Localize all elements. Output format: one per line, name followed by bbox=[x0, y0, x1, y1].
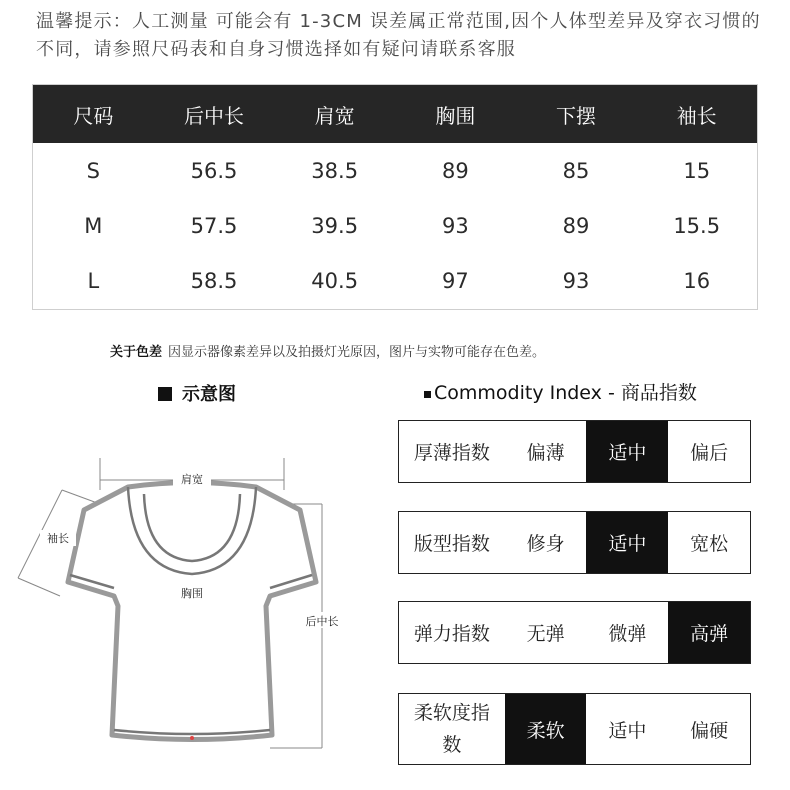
header-cell: 袖长 bbox=[676, 103, 717, 128]
index-label: 版型指数 bbox=[413, 533, 490, 555]
table-row bbox=[33, 253, 757, 308]
table-cell: 16 bbox=[683, 268, 711, 293]
table-cell: 38.5 bbox=[311, 158, 359, 183]
size-notice: 温馨提示：人工测量 可能会有 1-3CM 误差属正常范围,因个人体型差异及穿衣习惯的不同，请参照尺码表和自身习惯选择如有疑问请联系客服 bbox=[36, 11, 761, 60]
index-title-text: Commodity Index - 商品指数 bbox=[434, 382, 697, 404]
index-label: 厚薄指数 bbox=[413, 442, 490, 464]
table-row bbox=[33, 198, 757, 253]
index-row-elasticity bbox=[398, 601, 751, 664]
table-cell: 39.5 bbox=[311, 213, 359, 238]
index-label: 柔软度指数 bbox=[413, 702, 490, 756]
index-option-selected: 柔软 bbox=[505, 694, 587, 764]
header-cell: 后中长 bbox=[184, 103, 244, 128]
header-cell: 肩宽 bbox=[314, 103, 355, 128]
index-option: 偏后 bbox=[690, 442, 729, 464]
size-table-header bbox=[33, 85, 757, 143]
chest-label: 胸围 bbox=[181, 587, 203, 600]
table-cell: 15 bbox=[683, 158, 711, 183]
index-option-selected: 适中 bbox=[586, 512, 668, 573]
index-option-selected: 适中 bbox=[586, 421, 668, 482]
table-cell: 40.5 bbox=[311, 268, 359, 293]
index-option: 适中 bbox=[608, 719, 647, 742]
square-bullet-icon bbox=[158, 387, 172, 401]
index-option-selected: 高弹 bbox=[668, 602, 750, 663]
index-row-thickness bbox=[398, 420, 751, 483]
diagram-title bbox=[158, 380, 236, 406]
index-row-softness bbox=[398, 693, 751, 765]
table-cell: M bbox=[84, 213, 103, 238]
table-cell: 93 bbox=[562, 268, 590, 293]
table-cell: 56.5 bbox=[190, 158, 238, 183]
header-cell: 下摆 bbox=[556, 103, 597, 128]
header-cell: 胸围 bbox=[435, 103, 476, 128]
tshirt-diagram bbox=[0, 430, 360, 770]
table-cell: 89 bbox=[562, 213, 590, 238]
table-cell: 15.5 bbox=[673, 213, 721, 238]
index-option: 无弹 bbox=[526, 623, 565, 645]
shoulder-label: 肩宽 bbox=[181, 473, 203, 486]
sleeve-label: 袖长 bbox=[47, 532, 69, 545]
table-cell: 93 bbox=[441, 213, 469, 238]
header-cell: 尺码 bbox=[73, 103, 114, 128]
table-cell: 89 bbox=[441, 158, 469, 183]
index-label: 弹力指数 bbox=[413, 623, 490, 645]
color-note-title: 关于色差 bbox=[110, 345, 163, 360]
table-cell: L bbox=[87, 268, 100, 293]
table-cell: 97 bbox=[441, 268, 469, 293]
index-row-fit bbox=[398, 511, 751, 574]
table-cell: 58.5 bbox=[190, 268, 238, 293]
index-title bbox=[424, 378, 697, 405]
size-table-body bbox=[33, 143, 757, 308]
table-row bbox=[33, 143, 757, 198]
table-cell: 57.5 bbox=[190, 213, 238, 238]
index-option: 偏硬 bbox=[690, 719, 729, 742]
index-option: 宽松 bbox=[690, 533, 729, 555]
color-difference-note bbox=[110, 341, 545, 360]
index-option: 修身 bbox=[526, 533, 565, 555]
table-cell: S bbox=[86, 158, 100, 183]
size-table bbox=[32, 84, 758, 310]
back-length-label: 后中长 bbox=[305, 615, 339, 628]
square-bullet-icon bbox=[424, 391, 431, 398]
color-note-text: 因显示器像素差异以及拍摄灯光原因，图片与实物可能存在色差。 bbox=[168, 345, 546, 360]
index-option: 偏薄 bbox=[526, 442, 565, 464]
index-option: 微弹 bbox=[608, 623, 647, 645]
diagram-title-text: 示意图 bbox=[182, 384, 236, 405]
table-cell: 85 bbox=[562, 158, 590, 183]
